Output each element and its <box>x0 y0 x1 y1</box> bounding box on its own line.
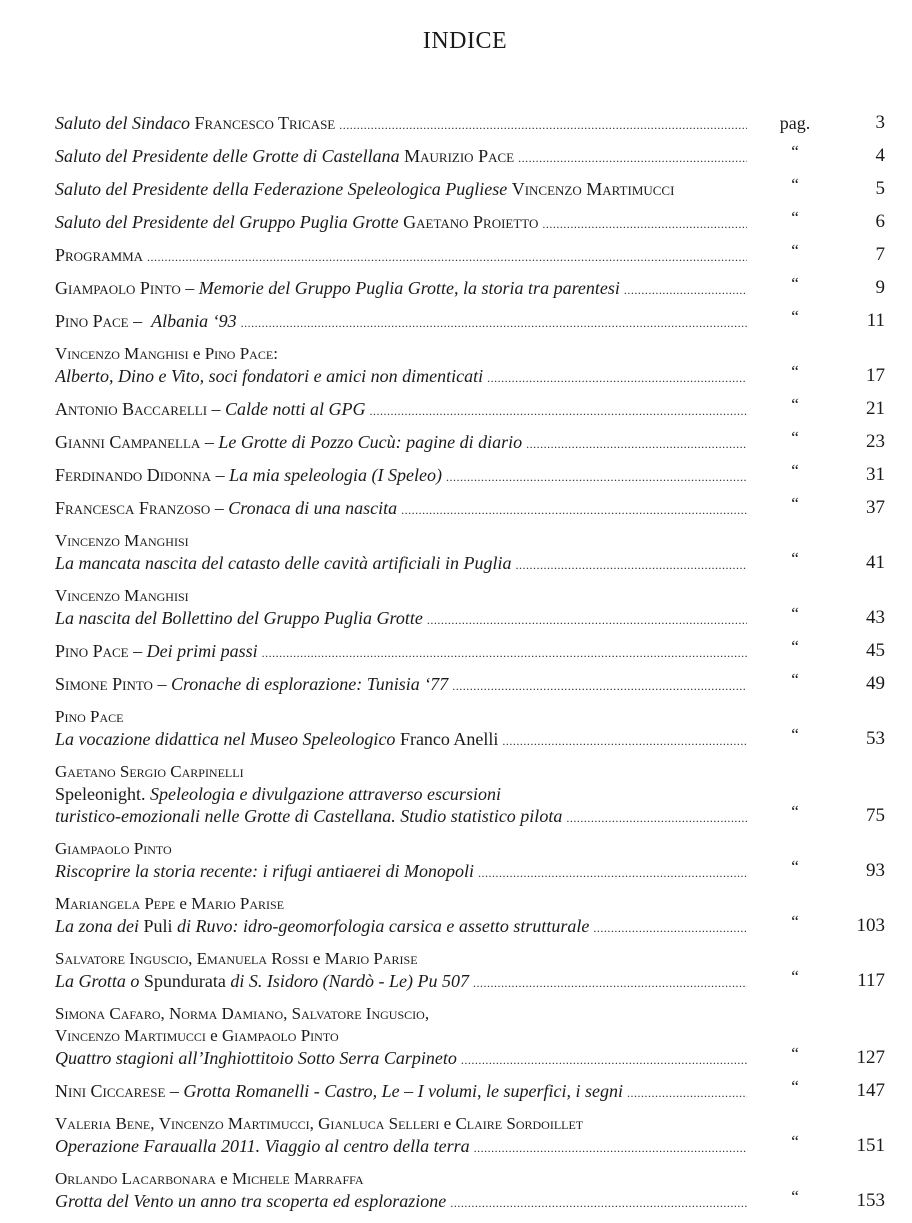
entry-text-segment: Giampaolo Pinto <box>221 1026 339 1045</box>
entry-title <box>55 915 589 937</box>
entry-text-segment: La mia speleologia (I Speleo) <box>229 465 443 485</box>
entry-text-segment: di S. Isidoro (Nardò - Le) Pu 507 <box>225 971 470 991</box>
entry-title-line <box>55 1135 747 1157</box>
toc-entry[interactable] <box>55 1077 885 1102</box>
page-number: 45 <box>866 640 885 661</box>
toc-entry[interactable] <box>55 274 885 299</box>
entry-title-line <box>55 970 747 992</box>
dot-leader <box>526 433 747 453</box>
page-number: 9 <box>875 277 885 298</box>
entry-title <box>55 1190 446 1212</box>
ditto-mark: “ <box>791 1132 799 1151</box>
entry-text-segment: La Grotta o <box>55 971 144 991</box>
toc-entry[interactable] <box>55 893 885 937</box>
entry-text-segment: – <box>211 465 230 485</box>
entry-text-segment: Le Grotte di Pozzo Cucù: pagine di diario <box>218 432 523 452</box>
page-number: 7 <box>875 244 885 265</box>
ditto-mark: “ <box>791 241 799 260</box>
toc-entry[interactable] <box>55 307 885 332</box>
entry-title-line <box>55 783 885 805</box>
entry-text-segment: Saluto del Presidente del Gruppo Puglia Grotte <box>55 212 404 232</box>
entry-authors <box>55 1113 885 1135</box>
toc-entry[interactable] <box>55 637 885 662</box>
ditto-mark: “ <box>791 802 799 821</box>
ditto-mark: “ <box>791 1187 799 1206</box>
dot-leader <box>502 730 747 750</box>
dot-leader <box>446 466 747 486</box>
table-of-contents <box>55 112 885 1223</box>
entry-row <box>55 802 885 827</box>
dot-leader <box>461 1049 747 1069</box>
entry-text-segment: La mancata nascita del catasto delle cavità artificiali in Puglia <box>55 553 512 573</box>
dot-leader <box>487 367 747 387</box>
entry-text-segment: Vincenzo Manghisi <box>55 586 189 605</box>
entry-authors <box>55 893 885 915</box>
entry-text-segment: Maurizio Pace <box>404 146 515 166</box>
entry-row <box>55 208 885 233</box>
entry-text-segment: Albania ‘93 <box>151 311 237 331</box>
entry-title <box>55 970 469 992</box>
entry-row <box>55 1077 885 1102</box>
page-number: 49 <box>866 673 885 694</box>
entry-text-segment: Orlando Lacarbonara <box>55 1169 216 1188</box>
entry-text-segment: , <box>188 949 197 968</box>
entry-text-segment: Norma Damiano <box>169 1004 284 1023</box>
entry-text-segment: e <box>439 1114 456 1133</box>
entry-text-segment: Salvatore Inguscio <box>55 949 189 968</box>
entry-text-segment: e <box>188 344 205 363</box>
page-number: 41 <box>866 552 885 573</box>
entry-title <box>55 805 562 827</box>
entry-row <box>55 395 885 420</box>
entry-title <box>55 145 514 167</box>
entry-authors <box>55 585 885 607</box>
entry-row <box>55 461 885 486</box>
entry-title-line <box>55 1080 747 1102</box>
entry-title-line <box>55 1047 747 1069</box>
toc-entry[interactable] <box>55 706 885 750</box>
entry-text-segment: Cronaca di una nascita <box>228 498 398 518</box>
entry-title-line <box>55 112 747 134</box>
entry-text-segment: e <box>308 949 325 968</box>
page-number: 103 <box>856 915 885 936</box>
ditto-mark: “ <box>791 175 799 194</box>
ditto-mark: “ <box>791 274 799 293</box>
entry-title <box>55 211 538 233</box>
entry-row <box>55 637 885 662</box>
entry-text-segment: Mario Parise <box>191 894 285 913</box>
dot-leader <box>624 279 747 299</box>
entry-title <box>55 1047 457 1069</box>
entry-text-segment: turistico-emozionali nelle Grotte di Castellana. Studio statistico pilota <box>55 806 563 826</box>
dot-leader <box>450 1192 747 1212</box>
entry-title <box>55 607 423 629</box>
entry-text-segment: Dei primi passi <box>146 641 258 661</box>
entry-text-segment: Vincenzo Martimucci <box>158 1114 310 1133</box>
entry-text-segment: Gianni Campanella <box>55 432 201 452</box>
entry-text-segment: Pino Pace <box>55 311 129 331</box>
entry-text-segment: La zona dei <box>55 916 144 936</box>
entry-title <box>55 244 143 266</box>
toc-entry[interactable] <box>55 670 885 695</box>
page-number: 93 <box>866 860 885 881</box>
entry-row <box>55 428 885 453</box>
toc-entry[interactable] <box>55 142 885 167</box>
page-number: 6 <box>875 211 885 232</box>
toc-entry[interactable] <box>55 1113 885 1157</box>
entry-text-segment: Quattro stagioni all’Inghiottitoio Sotto Serra Carpineto <box>55 1048 457 1068</box>
entry-title <box>55 310 237 332</box>
dot-leader <box>370 400 747 420</box>
entry-text-segment: – <box>165 1081 184 1101</box>
entry-row <box>55 1187 885 1212</box>
entry-text-segment: , <box>283 1004 292 1023</box>
entry-row <box>55 241 885 266</box>
toc-entry[interactable] <box>55 175 885 200</box>
entry-title-line <box>55 211 747 233</box>
ditto-mark: “ <box>791 857 799 876</box>
entry-title-line <box>55 145 747 167</box>
entry-text-segment: , <box>424 1004 430 1023</box>
entry-row <box>55 967 885 992</box>
page-number: 23 <box>866 431 885 452</box>
entry-text-segment: Saluto del Presidente della Federazione Speleologica Pugliese <box>55 179 512 199</box>
entry-text-segment: Vincenzo Manghisi <box>55 531 189 550</box>
entry-title-line <box>55 365 747 387</box>
entry-text-segment: Grotta Romanelli - Castro, Le – I volumi, le superfici, i segni <box>183 1081 624 1101</box>
entry-title-line <box>55 915 747 937</box>
entry-title <box>55 552 511 574</box>
entry-text-segment: , <box>160 1004 169 1023</box>
entry-title-line <box>55 805 747 827</box>
toc-entry[interactable] <box>55 112 885 134</box>
entry-row <box>55 1044 885 1069</box>
dot-leader <box>339 114 747 134</box>
entry-text-segment: , <box>309 1114 319 1133</box>
ditto-mark: “ <box>791 637 799 656</box>
entry-text-segment: Nini Ciccarese <box>55 1081 166 1101</box>
entry-title-line <box>55 728 747 750</box>
entry-title <box>55 277 620 299</box>
dot-leader <box>474 1137 747 1157</box>
dot-leader <box>147 246 747 266</box>
ditto-mark: “ <box>791 142 799 161</box>
entry-title <box>55 431 522 453</box>
entry-authors <box>55 1168 885 1190</box>
entry-text-segment: Gianluca Selleri <box>318 1114 440 1133</box>
ditto-mark: “ <box>791 494 799 513</box>
ditto-mark: “ <box>791 395 799 414</box>
entry-title-line <box>55 277 747 299</box>
ditto-mark: “ <box>791 428 799 447</box>
entry-text-segment: Operazione Faraualla 2011. Viaggio al centro della terra <box>55 1136 470 1156</box>
entry-text-segment: , <box>150 1114 159 1133</box>
dot-leader <box>478 862 747 882</box>
toc-entry[interactable] <box>55 761 885 827</box>
entry-title <box>55 464 442 486</box>
entry-authors <box>55 838 885 860</box>
dot-leader <box>593 917 747 937</box>
entry-text-segment: Mario Parise <box>324 949 418 968</box>
dot-leader <box>262 642 747 662</box>
entry-title <box>55 1080 623 1102</box>
entry-row <box>55 274 885 299</box>
entry-text-segment: e <box>205 1026 222 1045</box>
toc-entry[interactable] <box>55 241 885 266</box>
entry-title <box>55 112 335 134</box>
entry-text-segment: – <box>152 674 171 694</box>
ditto-mark: “ <box>791 549 799 568</box>
entry-text-segment: Pino Pace <box>55 641 129 661</box>
entry-text-segment: e <box>175 894 192 913</box>
dot-leader <box>401 499 747 519</box>
entry-title <box>55 860 474 882</box>
entry-text-segment: Simone Pinto <box>55 674 153 694</box>
entry-text-segment: Alberto, Dino e Vito, soci fondatori e amici non dimenticati <box>55 366 484 386</box>
page-number: 37 <box>866 497 885 518</box>
toc-entry[interactable] <box>55 461 885 486</box>
entry-text-segment: Spundurata <box>143 971 226 991</box>
page-title: INDICE <box>422 28 508 54</box>
entry-text-segment: Riscoprire la storia recente: i rifugi antiaerei di Monopoli <box>55 861 474 881</box>
toc-entry[interactable] <box>55 585 885 629</box>
entry-text-segment: Giampaolo Pinto <box>55 839 172 858</box>
page-number: 21 <box>866 398 885 419</box>
page-number: 31 <box>866 464 885 485</box>
toc-entry[interactable] <box>55 494 885 519</box>
ditto-mark: “ <box>791 604 799 623</box>
entry-text-segment: – <box>200 432 219 452</box>
page-number: 4 <box>875 145 885 166</box>
ditto-mark: “ <box>791 912 799 931</box>
ditto-mark: “ <box>791 1077 799 1096</box>
page-number: 153 <box>856 1190 885 1211</box>
entry-title-line <box>55 1190 747 1212</box>
entry-title <box>55 1135 470 1157</box>
ditto-mark: “ <box>791 670 799 689</box>
page-number: 127 <box>856 1047 885 1068</box>
entry-text-segment: Vincenzo Manghisi <box>55 344 189 363</box>
entry-text-segment: – <box>207 399 226 419</box>
dot-leader <box>627 1082 747 1102</box>
dot-leader <box>566 807 747 827</box>
toc-entry[interactable] <box>55 1003 885 1069</box>
entry-text-segment: e <box>215 1169 232 1188</box>
entry-title-line <box>55 673 747 695</box>
ditto-mark: “ <box>791 461 799 480</box>
entry-text-segment: Gaetano Proietto <box>403 212 539 232</box>
entry-text-segment: Giampaolo Pinto <box>55 278 181 298</box>
entry-authors <box>55 761 885 783</box>
entry-text-segment: – <box>210 498 229 518</box>
entry-authors <box>55 1025 885 1047</box>
page-number: 17 <box>866 365 885 386</box>
entry-title <box>55 728 498 750</box>
dot-leader <box>427 609 747 629</box>
entry-row <box>55 362 885 387</box>
entry-row <box>55 604 885 629</box>
entry-authors <box>55 1003 885 1025</box>
entry-authors <box>55 948 885 970</box>
page-number: 117 <box>857 970 885 991</box>
entry-title-line <box>55 244 747 266</box>
entry-title <box>55 365 483 387</box>
ditto-mark: “ <box>791 1044 799 1063</box>
entry-text-segment: Franco Anelli <box>399 729 499 749</box>
entry-text-segment: Vincenzo Martimucci <box>511 179 675 199</box>
entry-row <box>55 175 885 200</box>
entry-text-segment: Mariangela Pepe <box>55 894 176 913</box>
entry-row <box>55 142 885 167</box>
ditto-mark: “ <box>791 307 799 326</box>
entry-row <box>55 494 885 519</box>
page-number: 3 <box>875 112 885 133</box>
entry-text-segment: – <box>128 311 152 331</box>
entry-row <box>55 549 885 574</box>
entry-text-segment: Valeria Bene <box>55 1114 151 1133</box>
entry-title-line <box>55 860 747 882</box>
page-label: pag. <box>779 113 811 133</box>
entry-text-segment: Speleologia e divulgazione attraverso escursioni <box>150 784 501 804</box>
dot-leader <box>473 972 747 992</box>
page-number: 11 <box>866 310 885 331</box>
entry-text-segment: Francesco Tricase <box>194 113 336 133</box>
toc-entry[interactable] <box>55 838 885 882</box>
dot-leader <box>515 554 747 574</box>
entry-text-segment: Calde notti al GPG <box>225 399 366 419</box>
ditto-mark: “ <box>791 208 799 227</box>
entry-text-segment: Saluto del Sindaco <box>55 113 195 133</box>
entry-text-segment: Cronache di esplorazione: Tunisia ‘77 <box>170 674 449 694</box>
dot-leader <box>452 675 747 695</box>
entry-title-line <box>55 398 747 420</box>
entry-row <box>55 912 885 937</box>
entry-text-segment: Saluto del Presidente delle Grotte di Castellana <box>55 146 405 166</box>
page-number: 151 <box>856 1135 885 1156</box>
entry-text-segment: – <box>180 278 199 298</box>
entry-title-line <box>55 497 747 519</box>
entry-title-line <box>55 640 747 662</box>
entry-authors <box>55 530 885 552</box>
page-number: 53 <box>866 728 885 749</box>
entry-title-line <box>55 431 747 453</box>
entry-title-line <box>55 607 747 629</box>
entry-text-segment: Francesca Franzoso <box>55 498 211 518</box>
entry-row <box>55 307 885 332</box>
entry-row <box>55 112 885 134</box>
entry-row <box>55 670 885 695</box>
entry-text-segment: : <box>273 344 278 363</box>
entry-row <box>55 1132 885 1157</box>
entry-title-line <box>55 464 747 486</box>
entry-text-segment: – <box>128 641 147 661</box>
page-number: 75 <box>866 805 885 826</box>
toc-entry[interactable] <box>55 395 885 420</box>
entry-title-line <box>55 552 747 574</box>
entry-text-segment: Simona Cafaro <box>55 1004 161 1023</box>
page-number: 43 <box>866 607 885 628</box>
entry-text-segment: Michele Marraffa <box>231 1169 364 1188</box>
entry-authors <box>55 343 885 365</box>
entry-text-segment: Speleonight. <box>55 784 150 804</box>
entry-text-segment: Pino Pace <box>55 707 124 726</box>
entry-title <box>55 497 397 519</box>
entry-row <box>55 857 885 882</box>
entry-text-segment: Emanuela Rossi <box>196 949 309 968</box>
entry-text-segment: Vincenzo Martimucci <box>55 1026 206 1045</box>
entry-text-segment: Salvatore Inguscio <box>291 1004 425 1023</box>
ditto-mark: “ <box>791 362 799 381</box>
entry-title-line <box>55 178 815 200</box>
entry-text-segment: Grotta del Vento un anno tra scoperta ed esplorazione <box>55 1191 447 1211</box>
entry-text-segment: Programma <box>55 245 144 265</box>
ditto-mark: “ <box>791 967 799 986</box>
entry-text-segment: Memorie del Gruppo Puglia Grotte, la storia tra parentesi <box>198 278 620 298</box>
entry-title <box>55 640 258 662</box>
entry-authors <box>55 706 885 728</box>
entry-title <box>55 673 448 695</box>
dot-leader <box>241 312 747 332</box>
entry-text-segment: Claire Sordoillet <box>455 1114 584 1133</box>
entry-text-segment: Puli <box>143 916 173 936</box>
toc-entry[interactable] <box>55 530 885 574</box>
dot-leader <box>518 147 747 167</box>
toc-entry[interactable] <box>55 343 885 387</box>
entry-text-segment: La nascita del Bollettino del Gruppo Puglia Grotte <box>55 608 423 628</box>
toc-entry[interactable] <box>55 948 885 992</box>
toc-entry[interactable] <box>55 428 885 453</box>
entry-text-segment: Antonio Baccarelli <box>55 399 208 419</box>
entry-text-segment: Gaetano Sergio Carpinelli <box>55 762 244 781</box>
entry-text-segment: Pino Pace <box>204 344 274 363</box>
entry-text-segment: di Ruvo: idro-geomorfologia carsica e assetto strutturale <box>172 916 590 936</box>
page-number: 5 <box>875 178 885 199</box>
entry-text-segment: Ferdinando Didonna <box>55 465 212 485</box>
toc-entry[interactable] <box>55 1168 885 1212</box>
dot-leader <box>542 213 747 233</box>
ditto-mark: “ <box>791 725 799 744</box>
entry-row <box>55 725 885 750</box>
toc-entry[interactable] <box>55 208 885 233</box>
entry-title-line <box>55 310 747 332</box>
entry-title <box>55 398 366 420</box>
entry-title <box>55 178 674 200</box>
page-number: 147 <box>856 1080 885 1101</box>
entry-text-segment: La vocazione didattica nel Museo Speleologico <box>55 729 400 749</box>
